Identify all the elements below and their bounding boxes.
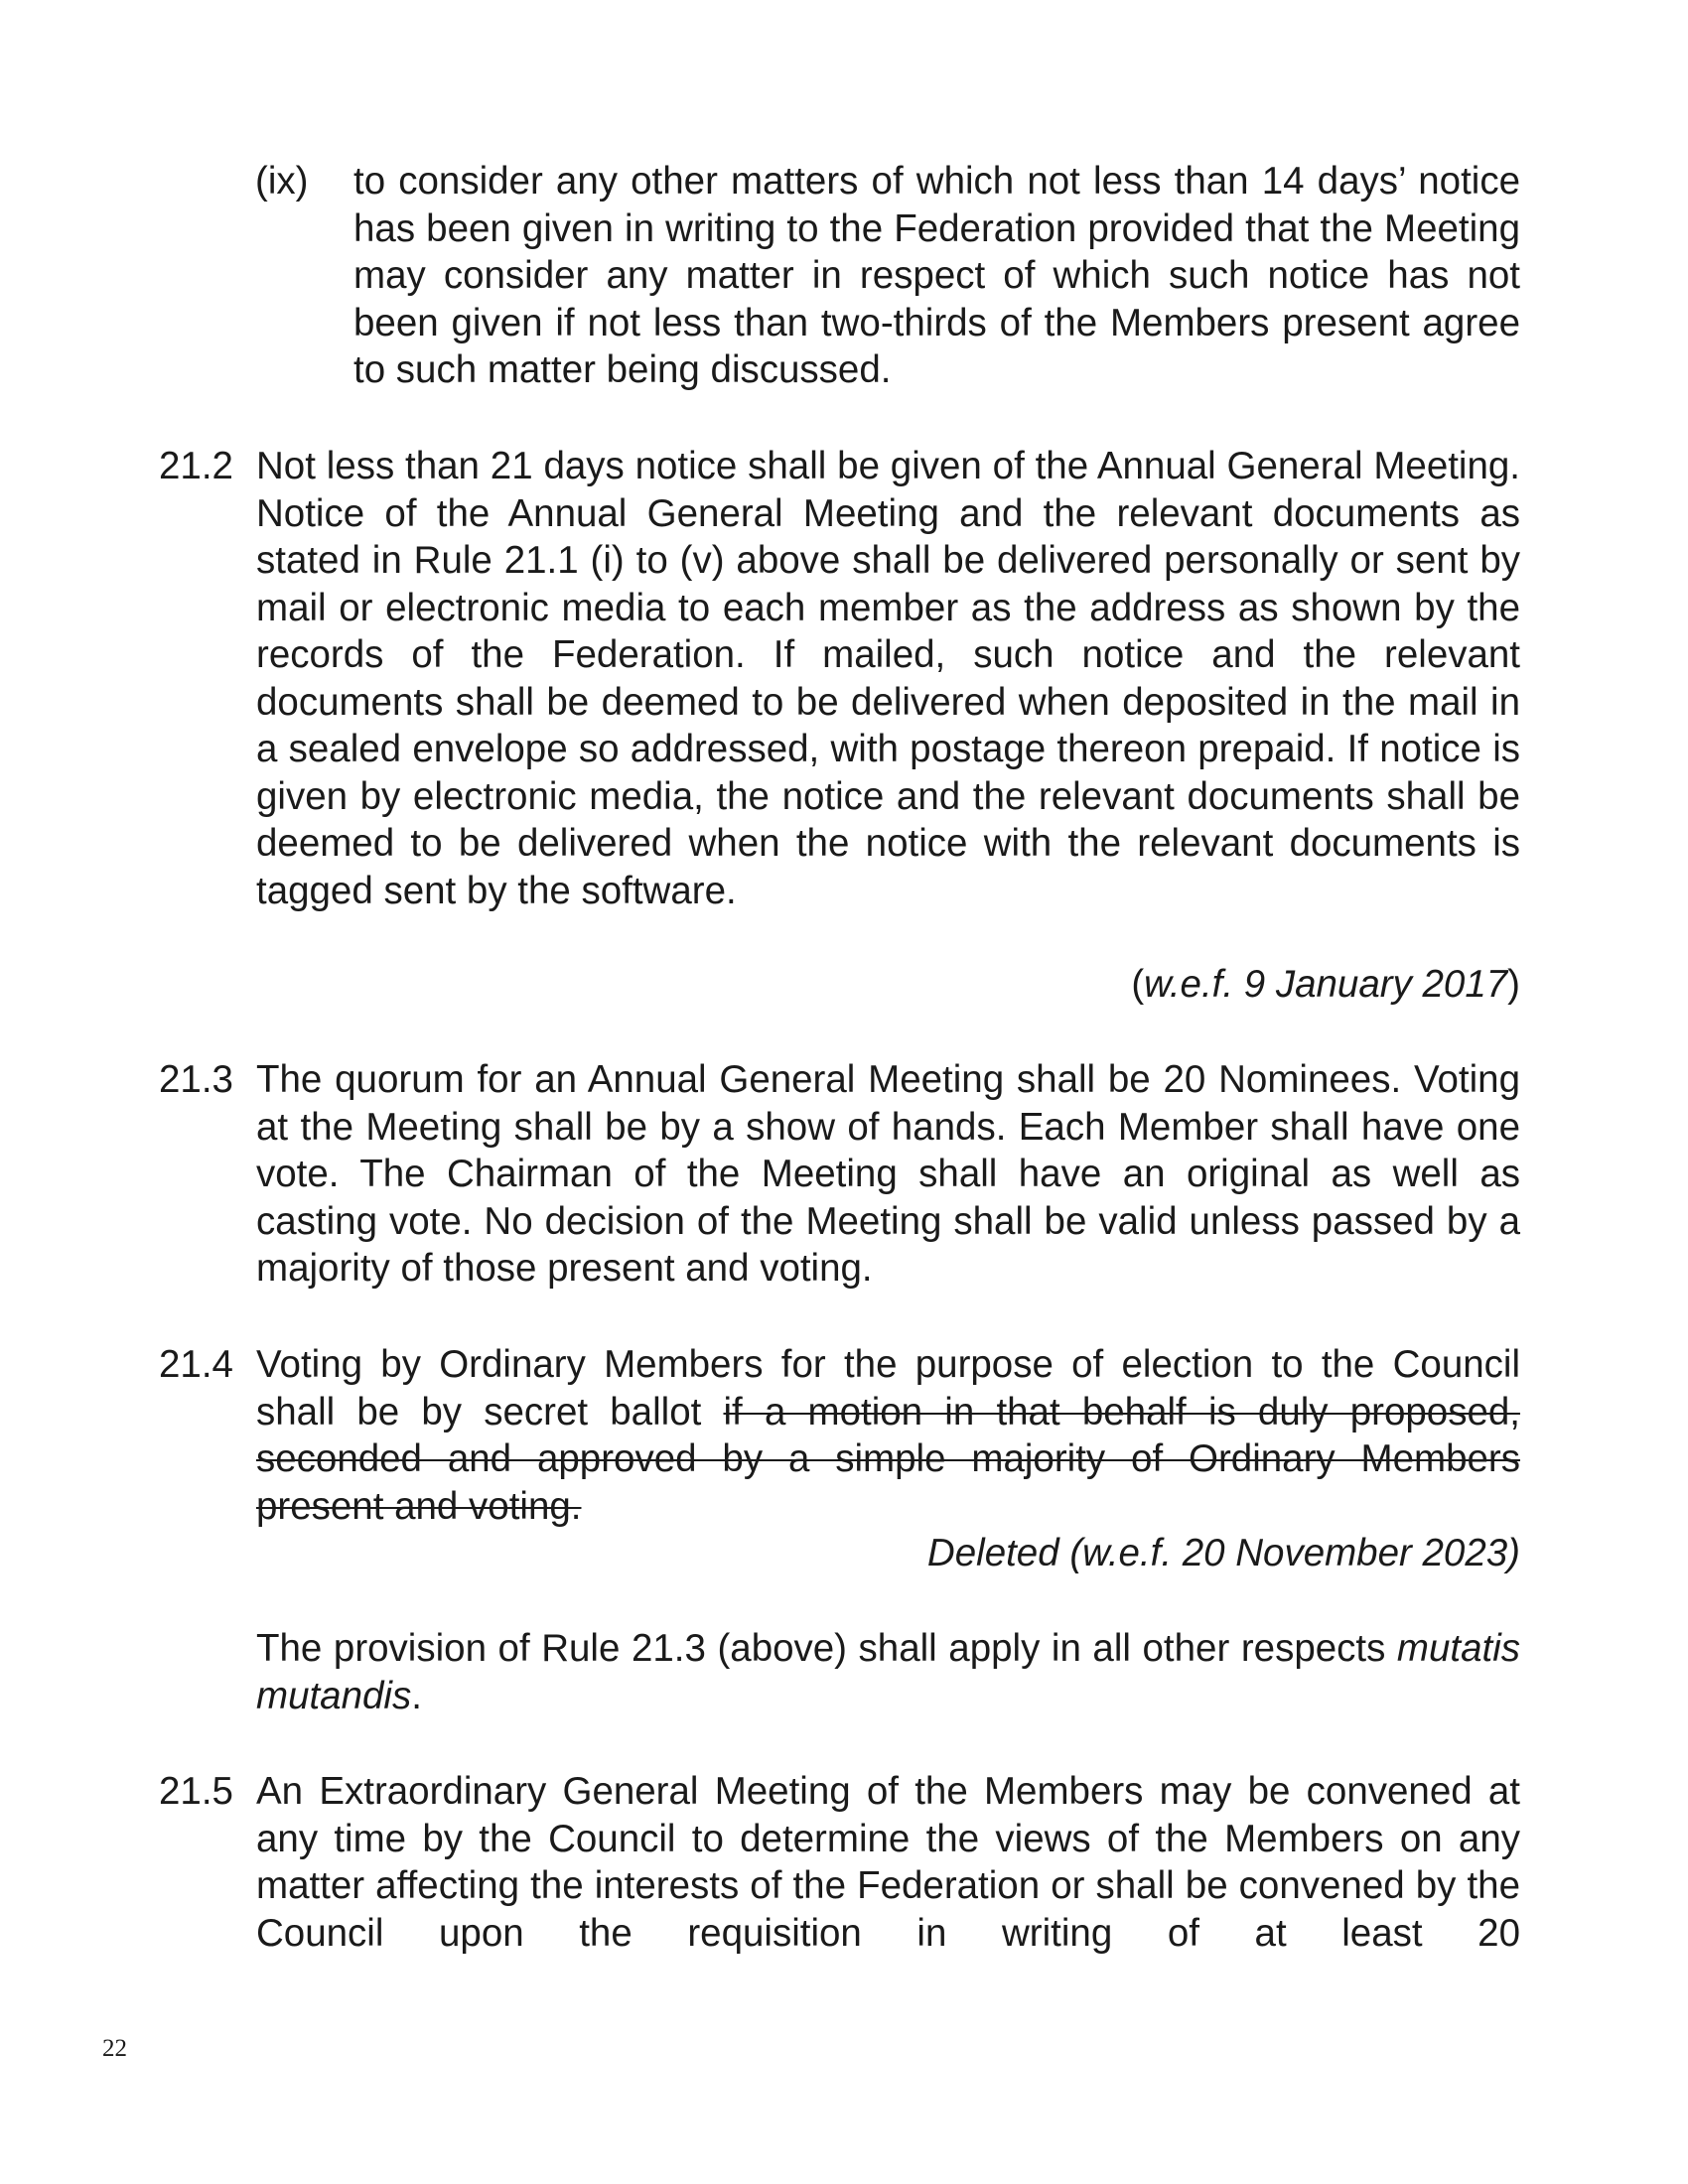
note-effective-date: w.e.f. 9 January 2017 — [1144, 963, 1508, 1006]
rule-21-4-deleted-note: Deleted (w.e.f. 20 November 2023) — [926, 1532, 1520, 1574]
note-close-paren: ) — [1507, 963, 1520, 1006]
page-number: 22 — [102, 2035, 127, 2062]
rule-21-4-number: 21.4 — [159, 1343, 233, 1386]
rule-21-2-effective-note — [256, 961, 1520, 1009]
rule-21-4-paragraph-2 — [256, 1625, 1520, 1719]
rule-21-3-number: 21.3 — [159, 1058, 233, 1101]
rule-21-2-number: 21.2 — [159, 445, 233, 487]
rule-21-4-text-deleted: if a motion in that behalf is duly proposed, seconded and approved by a simple majority of Ordinary Members present and voting. — [256, 1390, 1520, 1528]
rule-21-2-text: Not less than 21 days notice shall be given of the Annual General Meeting. Notice of the Annual General Meeting and the relevant documents as stated in Rule 21.1 (i) to (v) above shall be delivered personally or sent by mail or electronic media to each member as the address as shown by the records of the Federation. If mailed, such notice and the relevant documents shall be deemed to be delivered when deposited in the mail in a sealed envelope so addressed, with postage thereon prepaid. If notice is given by electronic media, the notice and the relevant documents shall be deemed to be delivered when the notice with the relevant documents is tagged sent by the software. — [256, 445, 1520, 912]
rule-21-4-text — [256, 1341, 1520, 1530]
item-ix-text: to consider any other matters of which not less than 14 days’ notice has been given in writing to the Federation provided that the Meeting may consider any matter in respect of which such notice has not been given if not less than two-thirds of the Members present agree to such matter being discussed. — [353, 160, 1520, 391]
rule-21-5-text: An Extraordinary General Meeting of the Members may be convened at any time by the Council to determine the views of the Members on any matter affecting the interests of the Federation or shall be convened by the Council upon the requisition in writing of at least 20 — [256, 1770, 1520, 1955]
para2-end: . — [411, 1674, 422, 1717]
rule-21-4-text-kept: Voting by Ordinary Members for the purpose of election to the Council shall be by secret ballot — [256, 1343, 1520, 1433]
para2-text: The provision of Rule 21.3 (above) shall apply in all other respects — [256, 1627, 1397, 1670]
rule-21-3-text: The quorum for an Annual General Meeting shall be 20 Nominees. Voting at the Meeting shall be by a show of hands. Each Member shall have one vote. The Chairman of the Meeting shall have an original as well as casting vote. No decision of the Meeting shall be valid unless passed by a majority of those present and voting. — [256, 1058, 1520, 1290]
note-open-paren: ( — [1131, 963, 1145, 1006]
rule-21-5-number: 21.5 — [159, 1770, 233, 1813]
para2-italic: mutatis mutandis — [256, 1627, 1520, 1717]
item-ix-label: (ix) — [255, 160, 309, 203]
